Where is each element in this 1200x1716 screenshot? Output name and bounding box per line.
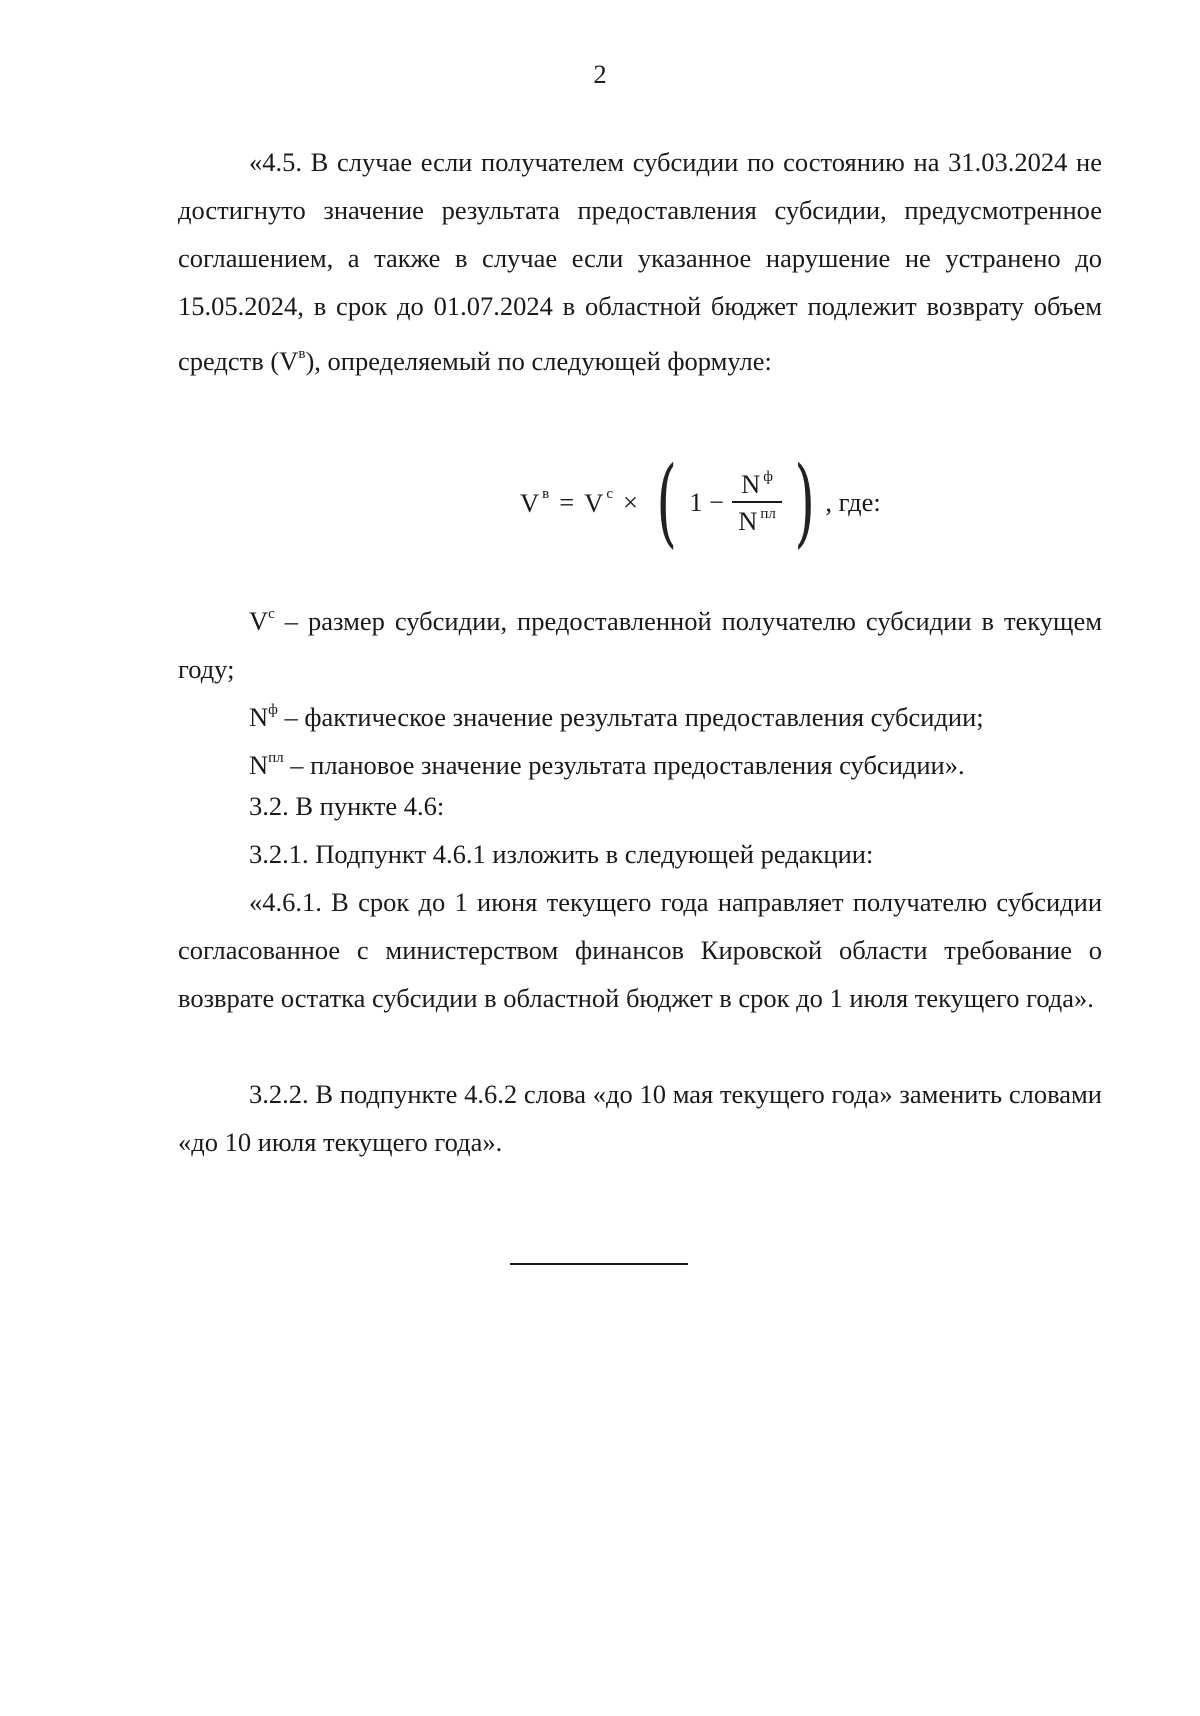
- paragraph-4-5-text: «4.5. В случае если получателем субсидии по состоянию на 31.03.2024 не достигнуто значение результата предоставления субсидии, предусмотренное соглашением, а также в случае если указанное нарушение не устранено до 15.05.2024, в срок до 01.07.2024 в областной бюджет подлежит возврату объем средств (V: [178, 147, 1102, 376]
- item-3-2-1: 3.2.1. Подпункт 4.6.1 изложить в следующей редакции:: [249, 839, 874, 869]
- refund-formula: [520, 446, 881, 558]
- formula-numerator-symbol: N: [741, 468, 761, 499]
- formula-rhs-symbol: V: [584, 488, 604, 519]
- formula-rhs: [584, 487, 613, 517]
- item-3-2-2: 3.2.2. В подпункте 4.6.2 слова «до 10 мая текущего года» заменить словами «до 10 июля текущего года».: [178, 1079, 1102, 1157]
- item-3-2: 3.2. В пункте 4.6:: [249, 791, 445, 821]
- paragraph-4-5: [178, 138, 1102, 385]
- definition-nf-symbol: N: [249, 702, 269, 732]
- formula-rhs-sup: с: [606, 486, 613, 503]
- formula-denominator-sup: пл: [760, 506, 776, 522]
- definition-nf-sup: ф: [268, 702, 278, 718]
- definition-npl-text: – плановое значение результата предоставления субсидии».: [283, 750, 965, 780]
- definition-npl-symbol: N: [249, 750, 269, 780]
- definition-vc-sup: с: [268, 606, 275, 622]
- formula-numerator: [735, 470, 779, 502]
- definition-npl: [178, 734, 1102, 789]
- paragraph-4-5-tail: ), определяемый по следующей формуле:: [305, 346, 772, 376]
- definition-npl-sup: пл: [268, 750, 284, 766]
- page-number: 2: [593, 59, 607, 89]
- definition-nf: [178, 686, 1102, 741]
- formula-lhs: [520, 487, 549, 517]
- formula-equals: =: [559, 486, 575, 517]
- formula-left-paren: (: [656, 446, 677, 558]
- formula-lhs-sup: в: [542, 486, 550, 503]
- formula-numerator-sup: ф: [763, 468, 773, 485]
- formula-times: ×: [623, 486, 638, 517]
- formula-right-paren: ): [794, 446, 815, 558]
- formula-suffix: , где:: [825, 486, 881, 517]
- paragraph-4-5-sup: в: [298, 346, 306, 362]
- definition-vc-symbol: V: [249, 606, 269, 636]
- definition-vc: [178, 590, 1102, 693]
- formula-fraction: [732, 470, 782, 535]
- formula-lhs-symbol: V: [520, 488, 540, 519]
- quote-4-6-1: «4.6.1. В срок до 1 июня текущего года направляет получателю субсидии согласованное с министерством финансов Кировской области требование о возврате остатка субсидии в областной бюджет в срок до 1 июля текущего года».: [178, 887, 1102, 1013]
- formula-one-minus: 1 −: [689, 486, 725, 517]
- formula-denominator: [732, 501, 782, 535]
- definition-vc-text: – размер субсидии, предоставленной получателю субсидии в текущем году;: [178, 606, 1102, 684]
- formula-denominator-symbol: N: [738, 506, 758, 536]
- end-divider: [510, 1263, 688, 1265]
- definition-nf-text: – фактическое значение результата предоставления субсидии;: [277, 702, 984, 732]
